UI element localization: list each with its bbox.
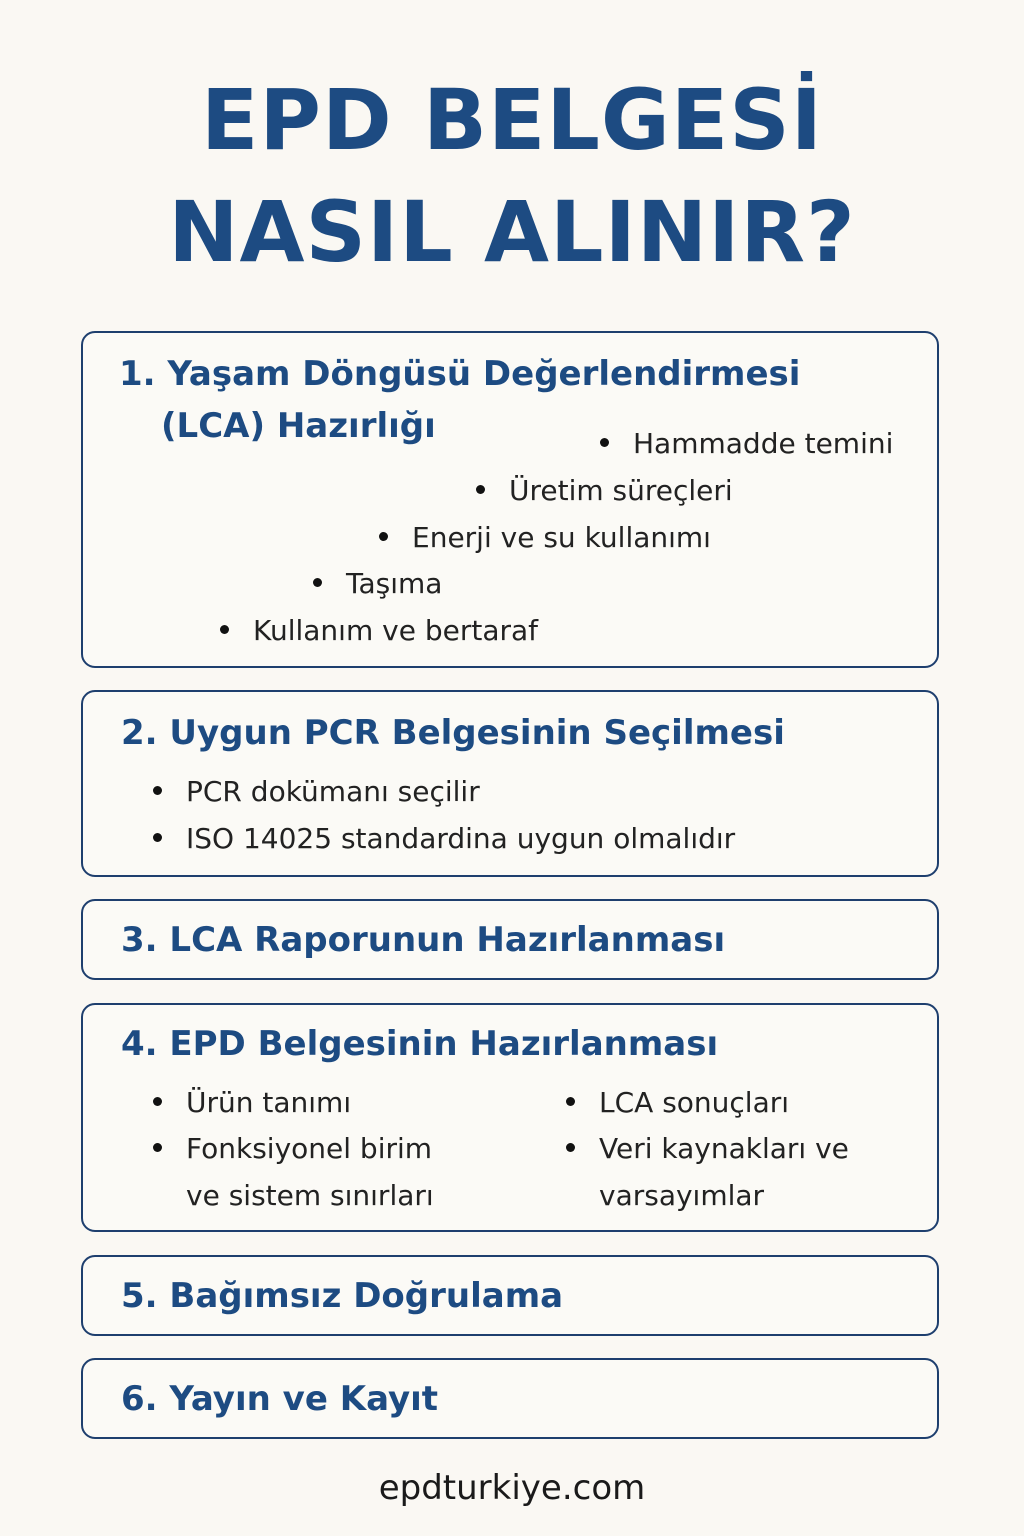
page-title-line-1: EPD BELGESİ — [201, 71, 823, 169]
step-5-title: 5. Bağımsız Doğrulama — [121, 1276, 564, 1316]
bullet-icon — [379, 532, 388, 541]
step-1-card — [81, 331, 939, 668]
bullet-icon — [476, 485, 485, 494]
page-title-line-2: NASIL ALINIR? — [168, 183, 856, 281]
step-4-bullet: Ürün tanımı — [153, 1085, 351, 1120]
step-5-card — [81, 1255, 939, 1336]
footer-website: epdturkiye.com — [378, 1468, 646, 1508]
step-2-bullet: ISO 14025 standardina uygun olmalıdır — [153, 821, 735, 856]
bullet-icon — [220, 625, 229, 634]
step-4-bullet-cont: varsayımlar — [599, 1179, 765, 1212]
step-1-title-cont: (LCA) Hazırlığı — [161, 406, 436, 446]
bullet-icon — [153, 786, 162, 795]
step-1-title: 1. Yaşam Döngüsü Değerlendirmesi — [119, 354, 801, 394]
bullet-icon — [566, 1097, 575, 1106]
bullet-icon — [313, 578, 322, 587]
step-4-bullet: LCA sonuçları — [566, 1085, 789, 1120]
step-6-title: 6. Yayın ve Kayıt — [121, 1379, 439, 1419]
step-4-title: 4. EPD Belgesinin Hazırlanması — [121, 1024, 719, 1064]
bullet-icon — [566, 1143, 575, 1152]
step-2-card — [81, 690, 939, 877]
bullet-icon — [153, 1097, 162, 1106]
bullet-icon — [600, 438, 609, 447]
step-1-bullet: Kullanım ve bertaraf — [220, 613, 538, 648]
step-1-bullet: Hammadde temini — [600, 426, 893, 461]
step-4-bullet: Veri kaynakları ve — [566, 1131, 849, 1166]
step-4-card — [81, 1003, 939, 1232]
step-2-title: 2. Uygun PCR Belgesinin Seçilmesi — [121, 713, 785, 753]
bullet-icon — [153, 1143, 162, 1152]
step-4-bullet: Fonksiyonel birim — [153, 1131, 432, 1166]
bullet-icon — [153, 833, 162, 842]
step-1-bullet: Enerji ve su kullanımı — [379, 520, 711, 555]
step-1-bullet: Taşıma — [313, 566, 442, 601]
step-3-card — [81, 899, 939, 980]
step-6-card — [81, 1358, 939, 1439]
step-1-bullet: Üretim süreçleri — [476, 473, 733, 508]
step-3-title: 3. LCA Raporunun Hazırlanması — [121, 920, 726, 960]
step-4-bullet-cont: ve sistem sınırları — [186, 1179, 434, 1212]
step-2-bullet: PCR dokümanı seçilir — [153, 774, 480, 809]
